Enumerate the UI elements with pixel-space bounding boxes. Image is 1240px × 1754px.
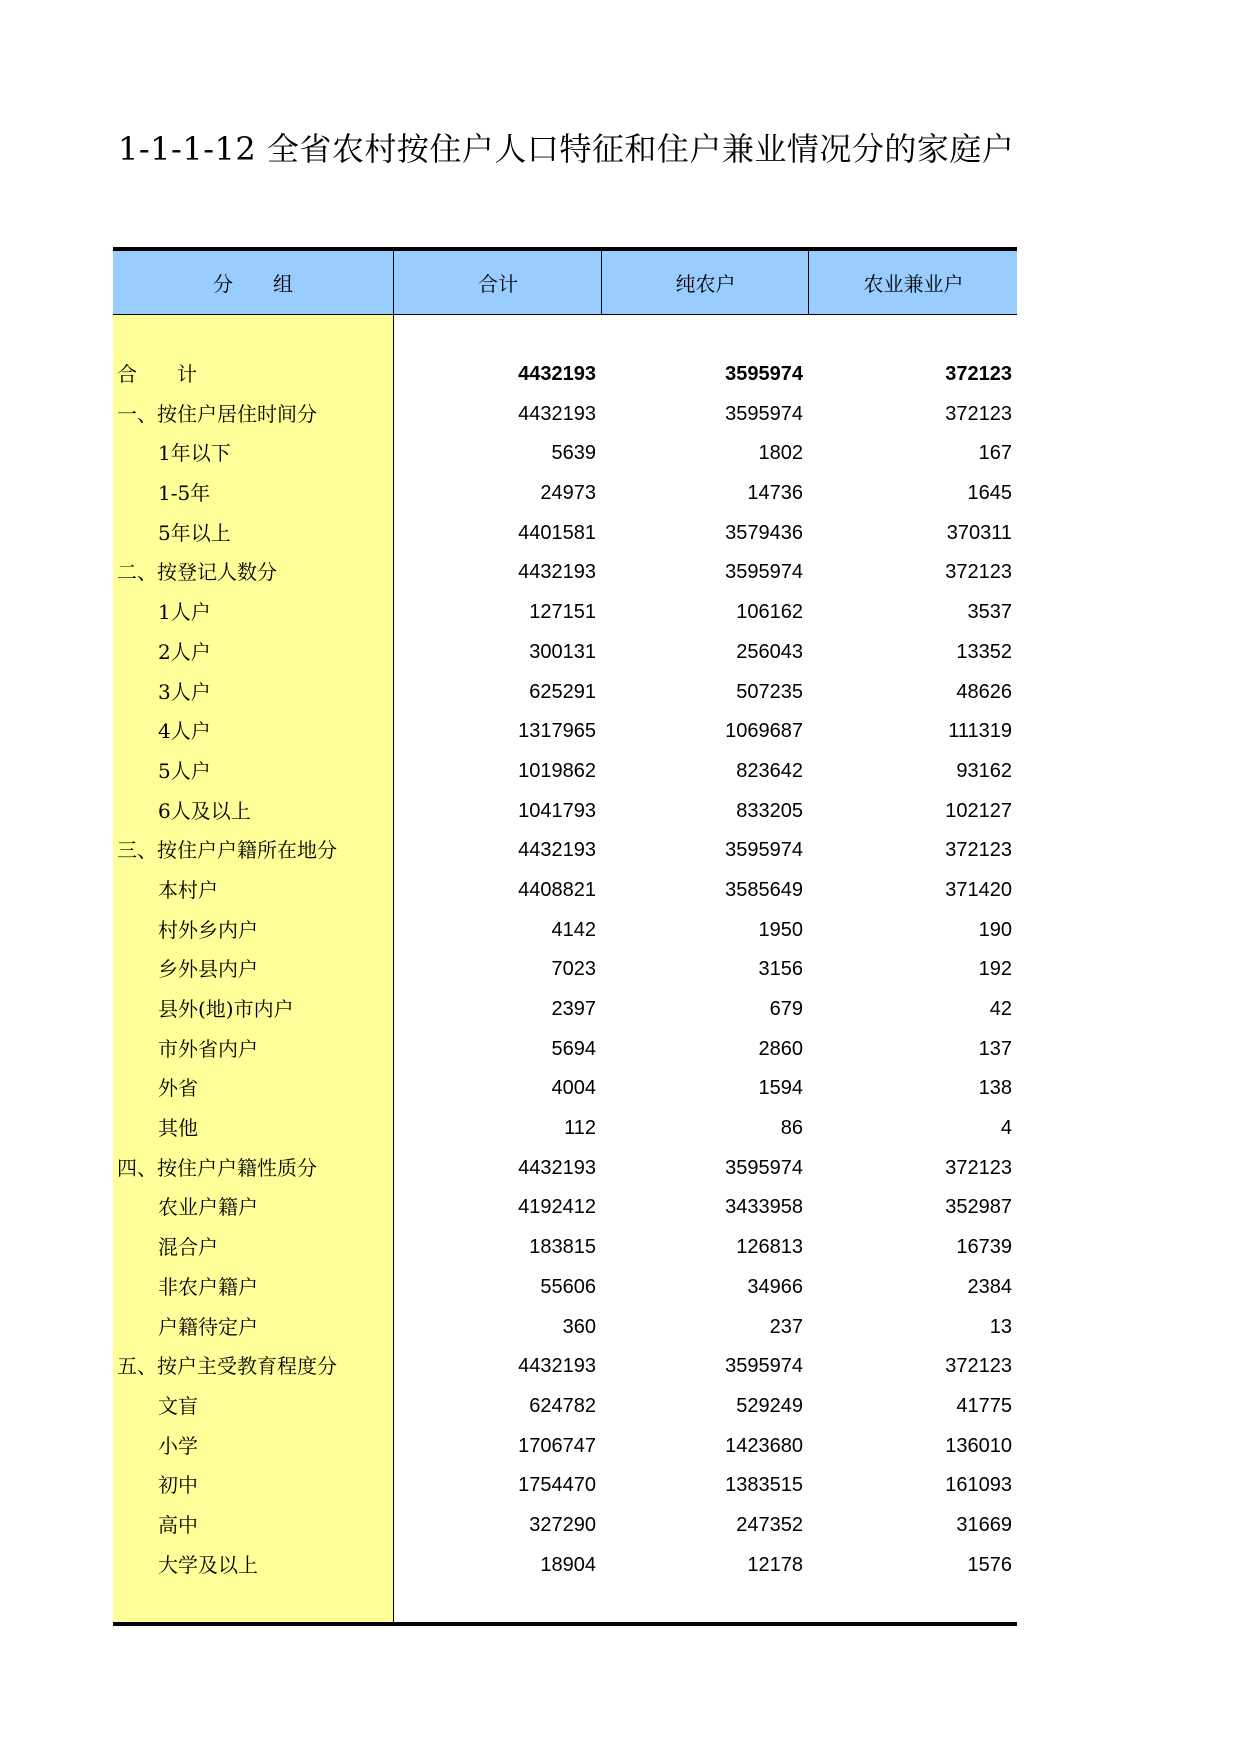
row-label: 4人户 bbox=[158, 719, 211, 744]
cell-pure-farm: 1069687 bbox=[725, 720, 803, 743]
cell-total: 5694 bbox=[551, 1037, 596, 1060]
cell-pure-farm: 3595974 bbox=[725, 1156, 803, 1179]
cell-pure-farm: 12178 bbox=[747, 1553, 803, 1576]
row-label: 村外乡内户 bbox=[158, 917, 258, 942]
cell-pure-farm: 529249 bbox=[736, 1394, 803, 1417]
cell-pure-farm: 247352 bbox=[736, 1513, 803, 1536]
cell-farm-part-time: 42 bbox=[989, 998, 1012, 1020]
row-label: 初中 bbox=[158, 1473, 198, 1498]
table-row bbox=[113, 633, 1017, 673]
cell-farm-part-time: 138 bbox=[978, 1077, 1012, 1100]
cell-farm-part-time: 48626 bbox=[956, 680, 1012, 703]
cell-total: 5639 bbox=[551, 442, 596, 465]
cell-farm-part-time: 31669 bbox=[956, 1513, 1012, 1536]
cell-farm-part-time: 93162 bbox=[956, 759, 1012, 782]
table-header bbox=[113, 251, 1017, 315]
cell-pure-farm: 833205 bbox=[736, 799, 803, 822]
cell-total: 183815 bbox=[529, 1236, 596, 1259]
cell-total: 1317965 bbox=[518, 720, 596, 743]
cell-pure-farm: 86 bbox=[780, 1117, 803, 1140]
cell-pure-farm: 1802 bbox=[758, 442, 803, 465]
cell-farm-part-time: 13 bbox=[989, 1315, 1012, 1338]
cell-total: 624782 bbox=[529, 1394, 596, 1417]
table-row bbox=[113, 1149, 1017, 1189]
row-label: 其他 bbox=[158, 1116, 198, 1141]
row-label: 户籍待定户 bbox=[158, 1314, 258, 1339]
row-label: 一、按住户居住时间分 bbox=[117, 401, 317, 426]
page-title: 1-1-1-12 全省农村按住户人口特征和住户兼业情况分的家庭户 bbox=[118, 130, 1015, 168]
row-label: 五、按户主受教育程度分 bbox=[117, 1354, 337, 1379]
cell-farm-part-time: 372123 bbox=[945, 1156, 1012, 1179]
cell-pure-farm: 3595974 bbox=[725, 561, 803, 584]
cell-pure-farm: 3585649 bbox=[725, 878, 803, 901]
row-label: 5人户 bbox=[158, 758, 211, 783]
table-bottom-rule bbox=[113, 1622, 1017, 1626]
cell-farm-part-time: 111319 bbox=[948, 720, 1012, 743]
row-label: 乡外县内户 bbox=[158, 957, 258, 982]
cell-pure-farm: 823642 bbox=[736, 759, 803, 782]
row-label: 非农户籍户 bbox=[158, 1274, 258, 1299]
cell-farm-part-time: 352987 bbox=[945, 1196, 1012, 1219]
table-row bbox=[113, 871, 1017, 911]
cell-total: 4408821 bbox=[518, 878, 596, 901]
table-row bbox=[113, 1188, 1017, 1228]
cell-total: 300131 bbox=[529, 640, 596, 663]
table-row bbox=[113, 1506, 1017, 1546]
table-row bbox=[113, 593, 1017, 633]
table-row bbox=[113, 950, 1017, 990]
cell-farm-part-time: 372123 bbox=[945, 1355, 1012, 1378]
table-row bbox=[113, 1268, 1017, 1308]
row-label: 6人及以上 bbox=[158, 798, 251, 823]
cell-farm-part-time: 137 bbox=[978, 1037, 1012, 1060]
cell-total: 18904 bbox=[540, 1553, 596, 1576]
row-label: 农业户籍户 bbox=[158, 1195, 258, 1220]
table-row bbox=[113, 1109, 1017, 1149]
cell-pure-farm: 126813 bbox=[736, 1236, 803, 1259]
row-label: 混合户 bbox=[158, 1235, 218, 1260]
column-header-total: 合计 bbox=[393, 251, 602, 314]
column-header-pure-farm: 纯农户 bbox=[601, 251, 809, 314]
table-row bbox=[113, 752, 1017, 792]
row-label: 二、按登记人数分 bbox=[117, 560, 277, 585]
table-row bbox=[113, 514, 1017, 554]
cell-total: 360 bbox=[562, 1315, 596, 1338]
cell-pure-farm: 679 bbox=[769, 998, 803, 1020]
cell-farm-part-time: 167 bbox=[978, 442, 1012, 465]
cell-total: 1019862 bbox=[518, 759, 596, 782]
cell-total: 4432193 bbox=[518, 402, 596, 425]
table-row bbox=[113, 792, 1017, 832]
cell-farm-part-time: 370311 bbox=[946, 521, 1012, 544]
row-label: 合 计 bbox=[117, 362, 197, 386]
row-label: 文盲 bbox=[158, 1393, 198, 1418]
cell-farm-part-time: 161093 bbox=[945, 1474, 1012, 1497]
row-label: 外省 bbox=[158, 1076, 198, 1101]
cell-total: 112 bbox=[564, 1117, 596, 1140]
cell-farm-part-time: 13352 bbox=[956, 640, 1012, 663]
row-label: 三、按住户户籍所在地分 bbox=[117, 838, 337, 863]
cell-total: 4432193 bbox=[518, 561, 596, 584]
cell-farm-part-time: 3537 bbox=[967, 601, 1012, 624]
table-row bbox=[113, 474, 1017, 514]
cell-pure-farm: 1594 bbox=[758, 1077, 803, 1100]
cell-pure-farm: 256043 bbox=[736, 640, 803, 663]
cell-pure-farm: 14736 bbox=[747, 482, 803, 505]
row-label: 高中 bbox=[158, 1512, 198, 1537]
row-label: 本村户 bbox=[158, 877, 218, 902]
cell-total: 4401581 bbox=[518, 521, 596, 544]
table-row bbox=[113, 1308, 1017, 1348]
table-row bbox=[113, 553, 1017, 593]
cell-pure-farm: 3595974 bbox=[725, 839, 803, 862]
cell-farm-part-time: 2384 bbox=[967, 1275, 1012, 1298]
data-table bbox=[113, 247, 1017, 1626]
table-row bbox=[113, 831, 1017, 871]
row-label: 县外(地)市内户 bbox=[158, 997, 294, 1021]
row-label: 3人户 bbox=[158, 679, 211, 704]
cell-total: 55606 bbox=[540, 1275, 596, 1298]
cell-pure-farm: 1383515 bbox=[725, 1474, 803, 1497]
cell-total: 4004 bbox=[551, 1077, 596, 1100]
cell-pure-farm: 3595974 bbox=[725, 1355, 803, 1378]
cell-farm-part-time: 372123 bbox=[945, 402, 1012, 425]
cell-pure-farm: 3595974 bbox=[725, 402, 803, 425]
cell-farm-part-time: 192 bbox=[978, 958, 1012, 981]
cell-pure-farm: 237 bbox=[769, 1315, 803, 1338]
table-row bbox=[113, 1546, 1017, 1586]
table-row bbox=[113, 1466, 1017, 1506]
cell-pure-farm: 3156 bbox=[758, 958, 803, 981]
cell-farm-part-time: 371420 bbox=[945, 878, 1012, 901]
cell-pure-farm: 106162 bbox=[736, 601, 803, 624]
cell-pure-farm: 3579436 bbox=[725, 521, 803, 544]
cell-farm-part-time: 372123 bbox=[945, 561, 1012, 584]
cell-total: 4192412 bbox=[518, 1196, 596, 1219]
table-row bbox=[113, 355, 1017, 395]
row-label: 5年以上 bbox=[158, 520, 231, 545]
cell-total: 4432193 bbox=[518, 839, 596, 862]
row-label: 四、按住户户籍性质分 bbox=[117, 1155, 317, 1180]
row-label: 市外省内户 bbox=[158, 1036, 258, 1061]
row-label: 2人户 bbox=[158, 639, 211, 664]
cell-total: 1706747 bbox=[518, 1434, 596, 1457]
row-label: 小学 bbox=[158, 1433, 198, 1458]
cell-total: 327290 bbox=[529, 1513, 596, 1536]
cell-total: 1754470 bbox=[518, 1474, 596, 1497]
table-row bbox=[113, 911, 1017, 951]
column-header-group: 分 组 bbox=[213, 272, 293, 296]
cell-farm-part-time: 136010 bbox=[945, 1434, 1012, 1457]
cell-farm-part-time: 4 bbox=[1000, 1117, 1012, 1140]
cell-farm-part-time: 1645 bbox=[967, 482, 1012, 505]
cell-farm-part-time: 372123 bbox=[945, 839, 1012, 862]
table-row bbox=[113, 1347, 1017, 1387]
table-row bbox=[113, 1387, 1017, 1427]
cell-farm-part-time: 1576 bbox=[967, 1553, 1012, 1576]
table-row bbox=[113, 395, 1017, 435]
column-header-farm-part-time: 农业兼业户 bbox=[808, 251, 1018, 314]
table-row bbox=[113, 990, 1017, 1030]
cell-total: 7023 bbox=[551, 958, 596, 981]
table-row bbox=[113, 1069, 1017, 1109]
table-row bbox=[113, 434, 1017, 474]
cell-total: 4432193 bbox=[518, 363, 596, 385]
table-row bbox=[113, 712, 1017, 752]
cell-pure-farm: 2860 bbox=[758, 1037, 803, 1060]
cell-total: 4432193 bbox=[518, 1156, 596, 1179]
row-label: 1年以下 bbox=[158, 441, 231, 466]
table-row bbox=[113, 673, 1017, 713]
row-label: 1-5年 bbox=[158, 481, 211, 506]
table-row bbox=[113, 1427, 1017, 1467]
cell-farm-part-time: 102127 bbox=[945, 799, 1012, 822]
cell-total: 625291 bbox=[529, 680, 596, 703]
cell-total: 127151 bbox=[529, 601, 596, 624]
row-label: 1人户 bbox=[158, 600, 211, 625]
cell-pure-farm: 3433958 bbox=[725, 1196, 803, 1219]
cell-pure-farm: 1423680 bbox=[725, 1434, 803, 1457]
cell-total: 4432193 bbox=[518, 1355, 596, 1378]
cell-total: 24973 bbox=[540, 482, 596, 505]
cell-pure-farm: 34966 bbox=[747, 1275, 803, 1298]
table-row bbox=[113, 1030, 1017, 1070]
cell-pure-farm: 507235 bbox=[736, 680, 803, 703]
row-label: 大学及以上 bbox=[158, 1552, 258, 1577]
cell-pure-farm: 1950 bbox=[758, 918, 803, 941]
cell-total: 2397 bbox=[551, 998, 596, 1020]
cell-farm-part-time: 16739 bbox=[956, 1236, 1012, 1259]
cell-farm-part-time: 41775 bbox=[956, 1394, 1012, 1417]
cell-farm-part-time: 190 bbox=[978, 918, 1012, 941]
cell-farm-part-time: 372123 bbox=[945, 363, 1012, 385]
cell-pure-farm: 3595974 bbox=[725, 363, 803, 385]
cell-total: 1041793 bbox=[518, 799, 596, 822]
table-body bbox=[113, 355, 1017, 1585]
table-row bbox=[113, 1228, 1017, 1268]
cell-total: 4142 bbox=[551, 918, 596, 941]
